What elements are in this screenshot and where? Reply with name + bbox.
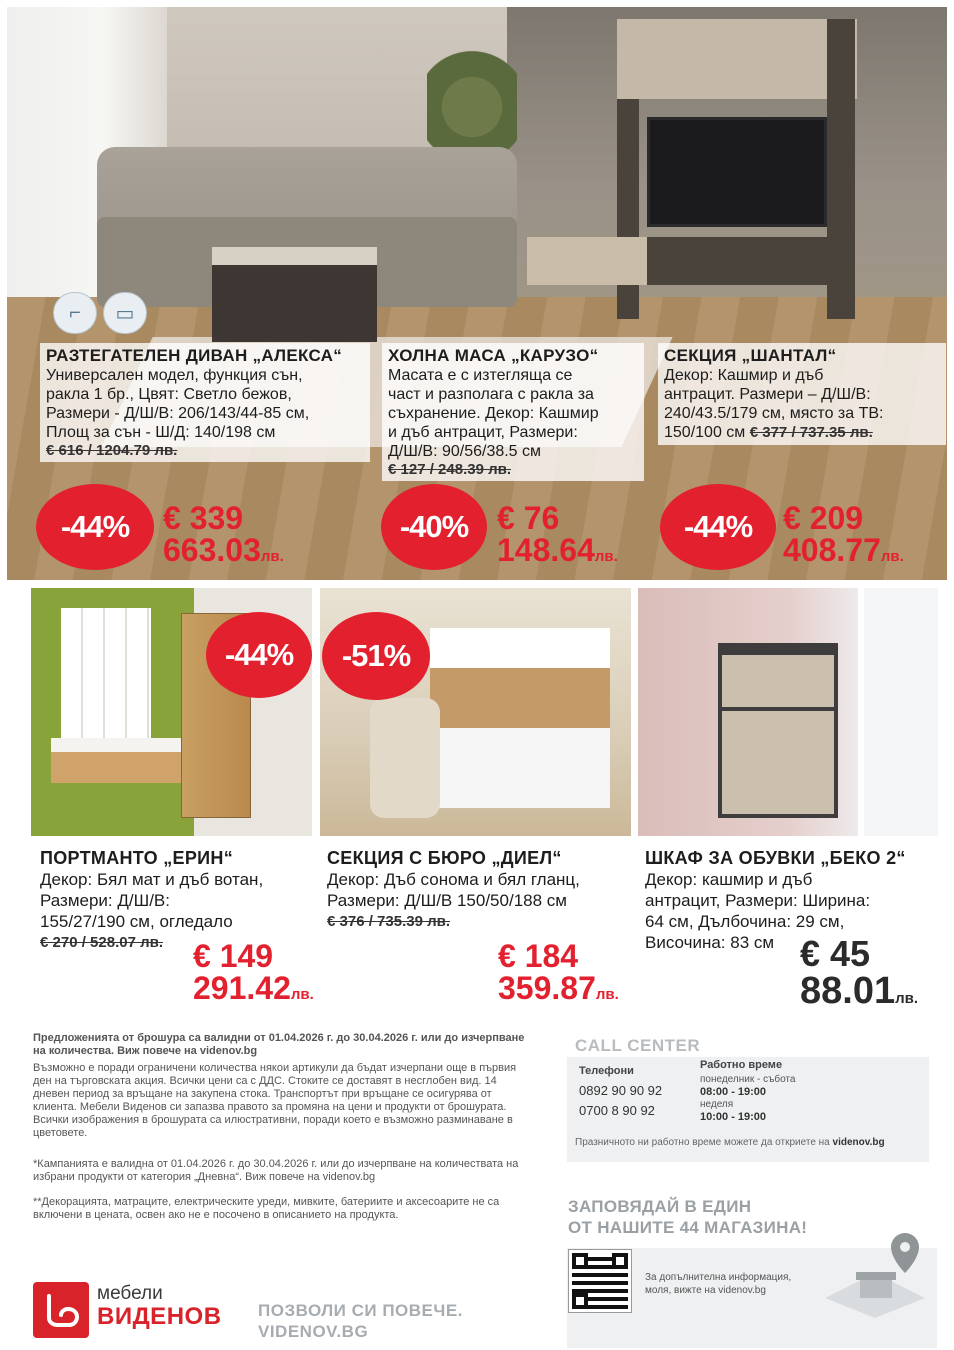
brand-name xyxy=(97,1283,222,1330)
sofa-desc-2: ракла 1 бр., Цвят: Светло бежов, xyxy=(46,386,292,403)
shoe-price-eur: € 45 xyxy=(800,933,871,974)
portmanto-info xyxy=(40,847,320,951)
table-price-currency: лв. xyxy=(594,548,618,565)
hours-label: Работно време xyxy=(700,1059,783,1071)
phone-1[interactable]: 0892 90 90 92 xyxy=(579,1083,663,1098)
shoe-desc-4: Височина: 83 см xyxy=(645,933,775,952)
legal-validity: Предложенията от брошура са валидни от 01.04.2026 г. до 30.04.2026 г. или до изчерпване на количества. Виж повече на videnov.bg xyxy=(33,1032,525,1057)
legal-campaign: *Кампанията е валидна от 01.04.2026 г. до 30.04.2026 г. или до изчерпване на количествата на избрани продукти от категория „Дневна“. Виж повече на videnov.bg xyxy=(33,1158,519,1183)
tv-image xyxy=(647,117,827,227)
sofa-price xyxy=(163,502,284,566)
section-old-price: € 377 / 737.35 лв. xyxy=(749,424,873,441)
section-desc-1: Декор: Кашмир и дъб xyxy=(664,367,824,384)
sofa-price-currency: лв. xyxy=(260,548,284,565)
desk-title: СЕКЦИЯ С БЮРО „ДИЕЛ“ xyxy=(327,848,562,868)
stores-line-1: ЗАПОВЯДАЙ В ЕДИН xyxy=(568,1197,752,1216)
table-desc-5: Д/Ш/В: 90/56/38.5 см xyxy=(388,443,542,460)
sofa-title: РАЗТЕГАТЕЛЕН ДИВАН „АЛЕКСА“ xyxy=(46,346,343,365)
hanger-panel xyxy=(61,608,151,748)
brand-logo[interactable] xyxy=(33,1282,89,1338)
shoe-desc-3: 64 см, Дълбочина: 29 см, xyxy=(645,912,845,931)
section-title: СЕКЦИЯ „ШАНТАЛ“ xyxy=(664,346,837,365)
portmanto-price-bgn: 291.42 xyxy=(193,970,291,1006)
table-title: ХОЛНА МАСА „КАРУЗО“ xyxy=(388,346,599,365)
sunday-hours: 10:00 - 19:00 xyxy=(700,1111,767,1123)
desk-desc-1: Декор: Дъб сонома и бял гланц, xyxy=(327,870,580,889)
hero-image xyxy=(7,7,947,580)
shoe-bench xyxy=(51,738,181,783)
sofa-price-bgn: 663.03 xyxy=(163,532,261,568)
tv-unit-drawer xyxy=(527,237,647,285)
legal-decoration: **Декорацията, матраците, електрическите уреди, мивките, батериите и аксесоарите не са включени в цената, освен ако не е посочено в описанието на продукта. xyxy=(33,1196,500,1221)
shoe-desc-1: Декор: кашмир и дъб xyxy=(645,870,813,889)
brand-line-2: ВИДЕНОВ xyxy=(97,1303,222,1330)
shoe-price-bgn: 88.01 xyxy=(800,970,896,1012)
sofa-info xyxy=(40,343,370,462)
portmanto-desc-3: 155/27/190 см, огледало xyxy=(40,912,233,931)
door xyxy=(858,588,938,836)
table-desc-1: Масата е с изтеглящa се xyxy=(388,367,573,384)
table-desc-3: съхранение. Декор: Кашмир xyxy=(388,405,599,422)
call-center-title: CALL CENTER xyxy=(575,1036,701,1055)
stores-heading xyxy=(568,1196,807,1238)
phone-2[interactable]: 0700 8 90 92 xyxy=(579,1103,655,1118)
phones-label: Телефони xyxy=(579,1065,634,1077)
slogan xyxy=(258,1300,463,1342)
section-price-currency: лв. xyxy=(880,548,904,565)
stores-line-2: ОТ НАШИТЕ 44 МАГАЗИНА! xyxy=(568,1218,808,1237)
desk-desc-2: Размери: Д/Ш/В 150/50/188 см xyxy=(327,891,567,910)
sofa-bed-icon: ▭ xyxy=(103,292,147,334)
portmanto-price-currency: лв. xyxy=(290,986,314,1003)
portmanto-title: ПОРТМАНТО „ЕРИН“ xyxy=(40,848,233,868)
tv-unit-shelf xyxy=(827,19,855,319)
table-discount-badge: -40% xyxy=(381,484,487,570)
shoe-title: ШКАФ ЗА ОБУВКИ „БЕКО 2“ xyxy=(645,848,906,868)
desk-price-eur: € 184 xyxy=(498,938,579,974)
holiday-note-link[interactable]: videnov.bg xyxy=(832,1137,885,1148)
desk-price-bgn: 359.87 xyxy=(498,970,596,1006)
table-desc-2: част и разполага с ракла за xyxy=(388,386,594,403)
weekdays-hours: 08:00 - 19:00 xyxy=(700,1086,767,1098)
portmanto-desc-2: Размери: Д/Ш/В: xyxy=(40,891,170,910)
section-desc-2: антрацит. Размери – Д/Ш/В: xyxy=(664,386,871,403)
section-discount-badge: -44% xyxy=(660,484,776,570)
section-price-bgn: 408.77 xyxy=(783,532,881,568)
table-price-bgn: 148.64 xyxy=(497,532,595,568)
desk-price-currency: лв. xyxy=(595,986,619,1003)
sofa-discount-badge: -44% xyxy=(36,484,154,570)
store-note: За допълнителна информация, моля, вижте на videnov.bg xyxy=(645,1272,792,1296)
section-info xyxy=(658,343,946,445)
desk-old-price: € 376 / 735.39 лв. xyxy=(327,913,451,930)
portmanto-desc-1: Декор: Бял мат и дъб вотан, xyxy=(40,870,264,889)
portmanto-price xyxy=(193,940,314,1004)
sofa-desc-4: Площ за сън - Ш/Д: 140/198 см xyxy=(46,424,276,441)
table-old-price: € 127 / 248.39 лв. xyxy=(388,461,512,478)
sofa-function-icons xyxy=(53,292,163,334)
slogan-website[interactable]: VIDENOV.BG xyxy=(258,1322,369,1341)
heart-logo-icon xyxy=(41,1290,81,1330)
qr-code[interactable] xyxy=(569,1250,631,1312)
portmanto-discount-badge: -44% xyxy=(206,612,312,698)
legal-terms: Възможно е поради ограничени количества някои артикули да бъдат изчерпани още в първия ден на търговската акция. Всички цени са с ДДС. Стоките се доставят в несглобен вид. 14 дневен период за връщане на закупена стока. Транспортът при връщане се осигурява от клиента. Мебели Виденов си запазва правото за промяна на цени и продукти от брошурата. Всички изображения в брошурата са илюстративни, поради което е възможно разминаване в цветовете. xyxy=(33,1062,517,1139)
desk-discount-badge: -51% xyxy=(322,612,430,700)
shoe-cabinet xyxy=(718,643,838,818)
portmanto-old-price: € 270 / 528.07 лв. xyxy=(40,934,164,951)
sofa-price-eur: € 339 xyxy=(163,500,244,536)
sofa-desc-3: Размери - Д/Ш/В: 206/143/44-85 см, xyxy=(46,405,310,422)
sunday-label: неделя xyxy=(700,1099,734,1110)
office-chair xyxy=(370,698,440,818)
desk-info xyxy=(327,847,632,930)
slogan-line-1: ПОЗВОЛИ СИ ПОВЕЧЕ. xyxy=(258,1301,463,1320)
brand-line-1: мебели xyxy=(97,1283,163,1304)
tv-unit-top xyxy=(617,19,857,99)
shoe-cabinet-image xyxy=(638,588,938,836)
sofa-old-price: € 616 / 1204.79 лв. xyxy=(46,442,178,459)
table-price xyxy=(497,502,618,566)
desk-price xyxy=(498,940,619,1004)
map-pin-icon xyxy=(820,1228,930,1318)
portmanto-price-eur: € 149 xyxy=(193,938,274,974)
section-price-eur: € 209 xyxy=(783,500,864,536)
desk-unit xyxy=(430,628,610,808)
section-desc-4: 150/100 см xyxy=(664,424,746,441)
holiday-note-text: Празничното ни работно време можете да откриете на xyxy=(575,1137,830,1148)
section-price xyxy=(783,502,904,566)
table-price-eur: € 76 xyxy=(497,500,560,536)
shoe-price-currency: лв. xyxy=(895,990,919,1007)
coffee-table-image xyxy=(212,247,377,342)
table-info xyxy=(382,343,644,481)
sofa-desc-1: Универсален модел, функция сън, xyxy=(46,367,303,384)
holiday-hours-note xyxy=(575,1137,925,1148)
sofa-corner-icon: ⌐ xyxy=(53,292,97,334)
shoe-desc-2: антрацит, Размери: Ширина: xyxy=(645,891,871,910)
weekdays-label: понеделник - събота xyxy=(700,1074,796,1085)
table-desc-4: и дъб антрацит, Размери: xyxy=(388,424,578,441)
shoe-price xyxy=(800,933,919,1012)
section-desc-3: 240/43.5/179 см, място за ТВ: xyxy=(664,405,884,422)
